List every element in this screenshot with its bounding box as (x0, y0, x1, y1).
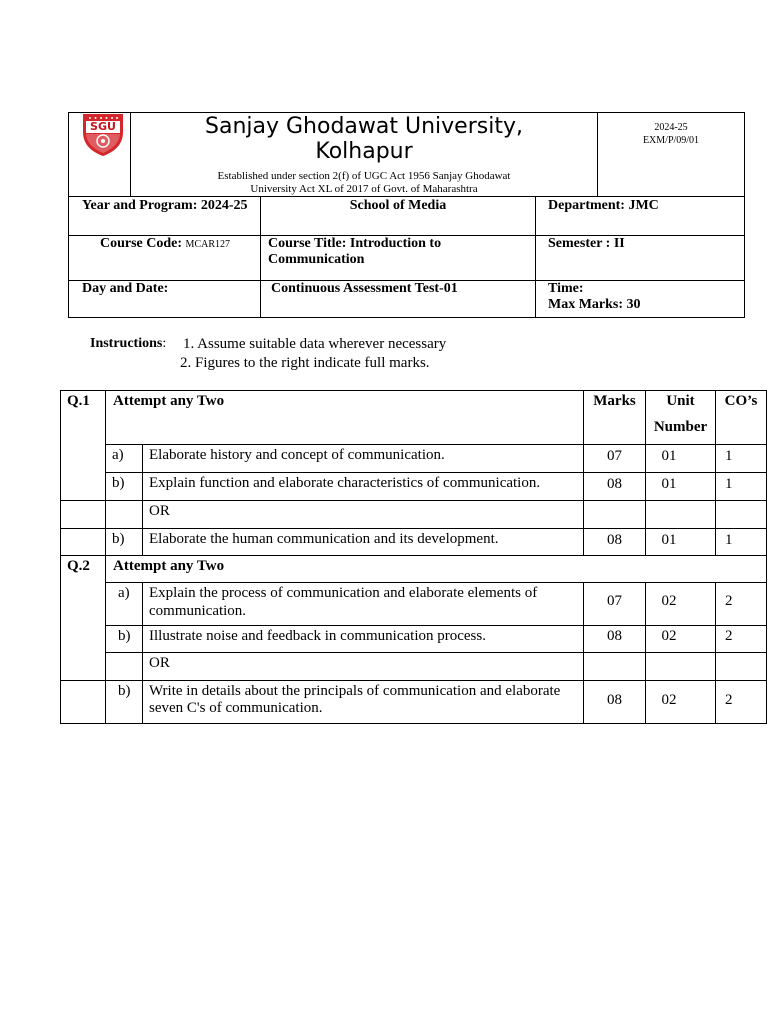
q1-a-text: Elaborate history and concept of communication. (149, 447, 445, 463)
q1-b2-marks: 08 (607, 532, 622, 548)
border (60, 723, 767, 724)
border (744, 112, 745, 318)
marks-header: Marks (593, 393, 636, 409)
q2-b2-text-line-1: Write in details about the principals of communication and elaborate (149, 683, 561, 699)
border (105, 444, 767, 445)
q2-a-marks: 07 (607, 593, 622, 609)
q2-b-co: 2 (725, 628, 733, 644)
department: Department: JMC (548, 198, 659, 213)
q2-a-label: a) (118, 585, 130, 601)
border (60, 555, 767, 556)
border (535, 196, 536, 318)
q1-a-unit: 01 (661, 448, 677, 464)
q2-b2-label: b) (118, 683, 131, 699)
document-year: 2024-25 (654, 122, 688, 133)
border (105, 582, 767, 583)
year-and-program: Year and Program: 2024-25 (82, 198, 248, 213)
instructions-colon: : (162, 336, 167, 351)
instructions-label (90, 336, 166, 352)
border (142, 582, 143, 724)
q1-b2-unit: 01 (661, 532, 677, 548)
border (68, 112, 745, 113)
q2-b2-co: 2 (725, 692, 733, 708)
semester: Semester : II (548, 236, 625, 251)
course-title-line-2: Communication (268, 252, 365, 267)
border (142, 444, 143, 556)
test-name: Continuous Assessment Test-01 (271, 281, 458, 296)
q1-b-co: 1 (725, 476, 733, 492)
logo-text: SGU (90, 120, 116, 133)
day-and-date: Day and Date: (82, 281, 169, 296)
q2-number: Q.2 (67, 558, 90, 574)
q2-b-label: b) (118, 628, 131, 644)
border (68, 112, 69, 318)
q2-or: OR (149, 655, 170, 671)
q1-a-co: 1 (725, 448, 733, 464)
established-line-1: Established under section 2(f) of UGC Act 1956 Sanjay Ghodawat (217, 170, 511, 182)
q2-a-text-line-2: communication. (149, 603, 247, 619)
q1-b-unit: 01 (661, 476, 677, 492)
q2-b-unit: 02 (661, 628, 677, 644)
q2-title: Attempt any Two (113, 558, 225, 574)
border (715, 390, 716, 556)
university-name: Sanjay Ghodawat University, Kolhapur (205, 114, 523, 164)
border (130, 112, 131, 197)
q1-b-label: b) (112, 475, 125, 491)
q1-b2-label: b) (112, 531, 125, 547)
border (260, 196, 261, 318)
border (60, 390, 767, 391)
q1-b-text: Explain function and elaborate characteristics of communication. (149, 475, 541, 491)
q2-b-text: Illustrate noise and feedback in communication process. (149, 628, 486, 644)
instructions-label-text: Instructions (90, 336, 163, 351)
q2-b2-marks: 08 (607, 692, 622, 708)
q1-b2-co: 1 (725, 532, 733, 548)
q1-a-label: a) (112, 447, 124, 463)
q1-or: OR (149, 503, 170, 519)
q1-b-marks: 08 (607, 476, 622, 492)
course-title-line-1: Course Title: Introduction to (268, 236, 442, 251)
border (60, 528, 767, 529)
q2-b-marks: 08 (607, 628, 622, 644)
cos-header: CO’s (724, 393, 758, 409)
border (60, 390, 61, 724)
border (60, 680, 767, 681)
university-logo (80, 113, 126, 157)
document-code: EXM/P/09/01 (642, 135, 700, 146)
q1-b2-text: Elaborate the human communication and its development. (149, 531, 499, 547)
instruction-item-2: 2. Figures to the right indicate full marks. (180, 355, 430, 371)
border (766, 390, 767, 724)
course-code (100, 236, 230, 253)
established-line-2: University Act XL of 2017 of Govt. of Maharashtra (250, 183, 478, 195)
unit-header-line-1: Unit (666, 393, 695, 409)
q1-a-marks: 07 (607, 448, 622, 464)
q2-b2-text-line-2: seven C's of communication. (149, 700, 323, 716)
time-label: Time: (548, 281, 584, 296)
q1-title: Attempt any Two (113, 393, 225, 409)
q1-number: Q.1 (67, 393, 90, 409)
q2-a-co: 2 (725, 593, 733, 609)
border (105, 472, 767, 473)
q2-a-text-line-1: Explain the process of communication and elaborate elements of (149, 585, 538, 601)
school-name: School of Media (349, 198, 447, 213)
border (105, 652, 767, 653)
border (68, 196, 745, 197)
border (60, 500, 767, 501)
border (105, 390, 106, 724)
course-code-label: Course Code: (100, 236, 186, 251)
border (715, 582, 716, 724)
instruction-item-1: 1. Assume suitable data wherever necessary (183, 336, 447, 352)
unit-header-line-2: Number (653, 419, 708, 435)
q2-a-unit: 02 (661, 593, 677, 609)
course-code-value: MCAR127 (185, 239, 230, 250)
max-marks: Max Marks: 30 (548, 297, 641, 312)
q2-b2-unit: 02 (661, 692, 677, 708)
border (68, 317, 745, 318)
border (105, 625, 767, 626)
